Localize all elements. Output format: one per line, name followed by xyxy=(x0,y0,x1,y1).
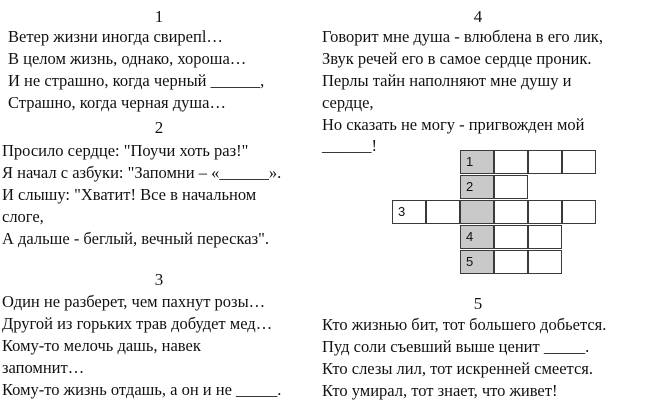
poem2-line: И слышу: "Хватит! Все в начальном xyxy=(2,185,257,204)
poem-number-5: 5 xyxy=(473,294,483,313)
poem4-line: сердце, xyxy=(322,93,374,112)
crossword-cell[interactable] xyxy=(528,225,562,249)
crossword-cell[interactable] xyxy=(562,150,596,174)
poem1-line: В целом жизнь, однако, хороша… xyxy=(8,49,247,68)
poem4-line: Но сказать не могу - пригвожден мой xyxy=(322,115,585,134)
poem-number-4: 4 xyxy=(473,7,483,26)
poem3-line: Кому-то мелочь дашь, навек xyxy=(2,336,201,355)
poem4-line: Говорит мне душа - влюблена в его лик, xyxy=(322,27,603,46)
poem4-line: ______! xyxy=(322,136,377,155)
poem3-line: Один не разберет, чем пахнут розы… xyxy=(2,292,266,311)
poem5-line: Пуд соли съевший выше ценит _____. xyxy=(322,337,590,356)
crossword-cell[interactable] xyxy=(426,200,460,224)
crossword-label: 3 xyxy=(398,204,406,219)
poem3-line: Другой из горьких трав добудет мед… xyxy=(2,314,273,333)
poem5-line: Кто слезы лил, тот искренней смеется. xyxy=(322,359,594,378)
crossword-cell[interactable] xyxy=(494,175,528,199)
poem1-line: Ветер жизни иногда свирепl… xyxy=(8,27,223,46)
crossword-cell[interactable] xyxy=(460,200,494,224)
poem2-line: А дальше - беглый, вечный пересказ". xyxy=(2,229,269,248)
poem1-line: И не страшно, когда черный ______, xyxy=(8,71,265,90)
crossword-cell[interactable] xyxy=(528,200,562,224)
poem3-line: Кому-то жизнь отдашь, а он и не _____. xyxy=(2,380,282,399)
poem-number-2: 2 xyxy=(154,118,164,137)
crossword-cell-1[interactable] xyxy=(460,150,494,174)
poem2-line: Просило сердце: "Поучи хоть раз!" xyxy=(2,141,249,160)
poem4-line: Звук речей его в самое сердце проник. xyxy=(322,49,592,68)
crossword-cell-5[interactable] xyxy=(460,250,494,274)
poem-number-1: 1 xyxy=(154,7,164,26)
crossword-label: 1 xyxy=(466,154,474,169)
crossword-label: 5 xyxy=(466,254,474,269)
crossword-cell[interactable] xyxy=(494,250,528,274)
poem-number-3: 3 xyxy=(154,270,164,289)
crossword-label: 2 xyxy=(466,179,474,194)
poem4-line: Перлы тайн наполняют мне душу и xyxy=(322,71,572,90)
crossword-label: 4 xyxy=(466,229,474,244)
crossword-cell[interactable] xyxy=(494,200,528,224)
crossword-cell[interactable] xyxy=(494,150,528,174)
poem3-line: запомнит… xyxy=(2,358,85,377)
crossword-cell[interactable] xyxy=(528,150,562,174)
crossword-cell[interactable] xyxy=(562,200,596,224)
crossword-cell-3[interactable] xyxy=(392,200,426,224)
poem1-line: Страшно, когда черная душа… xyxy=(8,93,226,112)
crossword-cell[interactable] xyxy=(494,225,528,249)
poem5-line: Кто умирал, тот знает, что живет! xyxy=(322,381,558,400)
crossword-cell[interactable] xyxy=(528,250,562,274)
poem5-line: Кто жизнью бит, тот большего добьется. xyxy=(322,315,607,334)
crossword-cell-2[interactable] xyxy=(460,175,494,199)
crossword-cell-4[interactable] xyxy=(460,225,494,249)
poem2-line: слоге, xyxy=(2,207,44,226)
poem2-line: Я начал с азбуки: "Запомни – «______». xyxy=(2,163,282,182)
